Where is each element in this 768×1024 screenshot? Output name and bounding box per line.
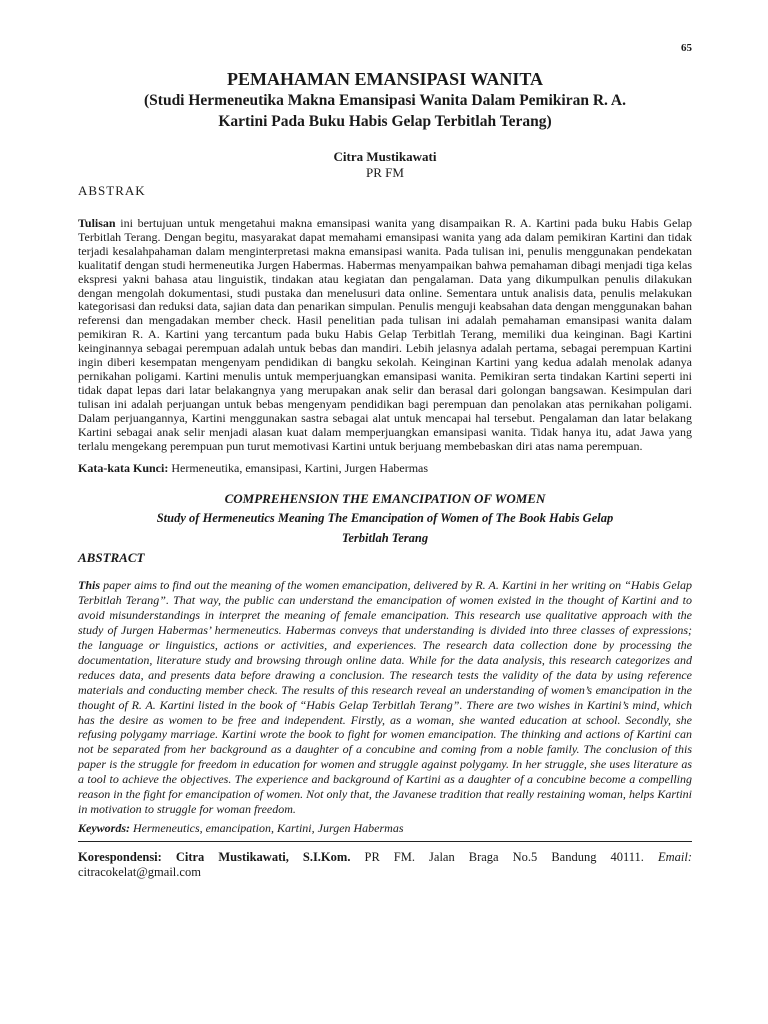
- keywords-text: Hermeneutics, emancipation, Kartini, Jurgen Habermas: [130, 820, 404, 835]
- paper-page: [78, 38, 692, 880]
- paper-title: PEMAHAMAN EMANSIPASI WANITA: [226, 69, 543, 89]
- correspondence-label: Korespondensi: Citra Mustikawati, S.I.Kom.: [78, 849, 351, 864]
- abstrak-heading: ABSTRAK: [78, 183, 146, 198]
- author-affiliation: PR FM: [366, 165, 404, 180]
- abstract-lead: This: [78, 578, 101, 593]
- english-subtitle-line-2: Terbitlah Terang: [341, 531, 429, 546]
- correspondence-address: PR FM. Jalan Braga No.5 Bandung 40111.: [350, 849, 658, 864]
- kata-kunci-label: Kata-kata Kunci:: [78, 461, 169, 476]
- correspondence: [78, 850, 692, 880]
- divider: [78, 841, 692, 842]
- abstract-heading: ABSTRACT: [78, 550, 145, 566]
- email-label: Email:: [657, 849, 693, 864]
- paper-subtitle: [78, 90, 692, 132]
- abstrak-lead: Tulisan: [78, 216, 116, 230]
- abstract-text: paper aims to find out the meaning of the women emancipation, delivered by R. A. Kartini in her writing on “Habis Gelap Terbitlah Terang”. That way, the public can understand the emancipation of women existed in the thought of Kartini and to avoid misunderstandings in interpret the meaning of female emancipation. This research use qualitative approach with the study of Jurgen Habermas’ hermeneutics. Habermas conveys that understanding is divided into three classes of expressions; the language or linguistics, actions or activities, and experiences. The research data collection done by processing the documentation, literature study and browsing through online data. While for the data analysis, this research categorizes and reduces data, and presents data before drawing a conclusion. The research tests the validity of the data by using reference materials and conducting member check. The results of this research reveal an understanding of women’s emancipation in the thought of R. A. Kartini listed in the book of “Habis Gelap Terbitlah Terang”. There are two wishes in Kartini’s mind, which has the desire as women to be free and independent. Firstly, as a woman, she wanted education at school. Secondly, she refusing polygamy marriage. Kartini wrote the book to fight for women emancipation. The thinking and actions of Kartini can not be separated from her background as a daughter of a concubine and coming from a noble family. The conclusion of this paper is the struggle for freedom in education for women and struggle against polygamy. In her struggle, she uses literature as a tool to achieve the objectives. The experience and background of Kartini as a daughter of a concubine become a compelling reason in the fight for emancipation of women. Not only that, the Javanese tradition that really restaining woman, helps Kartini in motivation to struggle for woman freedom.: [78, 578, 692, 816]
- page-number: 65: [681, 42, 692, 54]
- english-subtitle-line-1: Study of Hermeneutics Meaning The Emancipation of Women of The Book Habis Gelap: [156, 511, 614, 526]
- english-subtitle: [78, 508, 692, 548]
- email-address[interactable]: citracokelat@gmail.com: [78, 864, 201, 879]
- subtitle-line-2: Kartini Pada Buku Habis Gelap Terbitlah Terang): [218, 113, 552, 130]
- kata-kunci-text: Hermeneutika, emansipasi, Kartini, Jurgen Habermas: [168, 461, 429, 476]
- abstrak-body: [78, 217, 692, 453]
- author-name: Citra Mustikawati: [333, 149, 437, 164]
- kata-kunci: [78, 461, 692, 476]
- keywords: [78, 821, 692, 836]
- keywords-label: Keywords:: [78, 820, 130, 835]
- english-title: COMPREHENSION THE EMANCIPATION OF WOMEN: [224, 491, 546, 507]
- abstract-body: [78, 578, 692, 817]
- subtitle-line-1: (Studi Hermeneutika Makna Emansipasi Wanita Dalam Pemikiran R. A.: [144, 92, 626, 109]
- abstrak-text: ini bertujuan untuk mengetahui makna emansipasi wanita yang disampaikan R. A. Kartini pada buku Habis Gelap Terbitlah Terang. Dengan begitu, masyarakat dapat memahami emansipasi wanita yang ada dalam pemikiran Kartini dan tidak terjadi kesalahpahaman dalam menginterpretasi makna emansipasi wanita. Pada tulisan ini, penulis menggunakan pendekatan kualitatif dengan studi hermeneutika Jurgen Habermas. Habermas menyampaikan bahwa pemahaman dibagi menjadi tiga kelas ekspresi yakni bahasa atau linguistik, tindakan atau kegiatan dan pengalaman. Data yang dikumpulkan penulis dilakukan dengan mengolah dokumentasi, studi pustaka dan menelusuri data online. Sementara untuk analisis data, penulis melakukan kategorisasi dan reduksi data, sajian data dan penarikan simpulan. Penulis menguji keabsahan data dengan menggunakan bahan referensi dan mengadakan member check. Hasil penelitian pada tulisan ini adalah pemahaman emansipasi wanita dalam pemikiran R. A. Kartini yang tercantum pada buku Habis Gelap Terbitlah Terang, memiliki dua keinginan. Bagi Kartini keinginannya sebagai perempuan adalah untuk bebas dan mandiri. Lebih jelasnya adalah pertama, sebagai perempuan Kartini ingin diberi kesempatan mengenyam pendidikan di bangku sekolah. Keinginan Kartini yang kedua adalah menolak adanya pernikahan poligami. Kartini menulis untuk memperjuangkan emansipasi wanita. Pemikiran serta tindakan Kartini seperti ini tidak dapat lepas dari latar belakangnya yang merupakan anak selir dan berasal dari golongan bangsawan. Kesimpulan dari tulisan ini adalah perjuangan untuk bebas mengenyam pendidikan bagi perempuan dan penolakan atas pernikahan poligami. Dalam perjuangannya, Kartini menggunakan sastra sebagai alat untuk mencapai hal tersebut. Pengalaman dan latar belakang Kartini sebagai anak selir menjadi alasan kuat dalam memperjuangkan emansipasi wanita. Tidak hanya itu, adat Jawa yang terlalu mengekang perempuan pun turut memotivasi Kartini untuk berjuang membebaskan diri atas nama perempuan.: [78, 216, 692, 453]
